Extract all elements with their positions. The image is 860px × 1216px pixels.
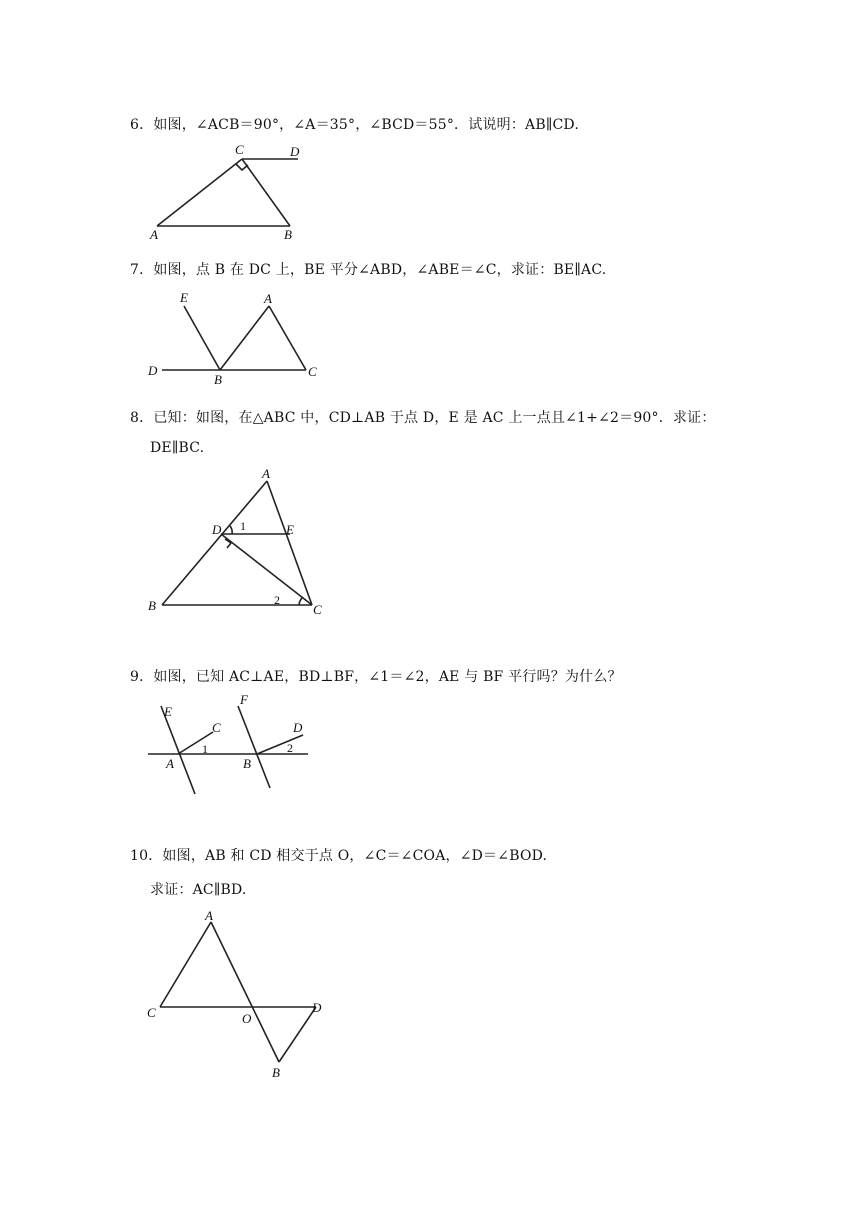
figure-q9	[140, 690, 320, 800]
question-number: 8．	[130, 410, 154, 426]
figure-q6	[140, 140, 320, 250]
label-angle-2: 2	[274, 593, 280, 607]
question-number: 6．	[130, 117, 154, 133]
label-angle-1: 1	[202, 742, 208, 756]
segment-bd	[279, 1007, 316, 1062]
question-text-continued: 求证：AC∥BD.	[150, 882, 247, 898]
label-c: C	[212, 720, 221, 735]
label-b: B	[148, 598, 156, 613]
question-number: 7．	[130, 262, 154, 278]
question-text: 如图，AB 和 CD 相交于点 O，∠C＝∠COA，∠D＝∠BOD.	[162, 848, 548, 864]
figure-q8	[140, 462, 340, 622]
label-d: D	[312, 1000, 322, 1015]
segment-ac	[269, 306, 306, 370]
label-f: F	[240, 692, 248, 707]
label-b: B	[284, 227, 292, 242]
question-number: 9．	[130, 669, 154, 685]
question-number: 10．	[130, 848, 163, 864]
segment-ba	[220, 306, 269, 370]
ray-bd	[257, 735, 303, 754]
segment-be	[184, 306, 220, 370]
question-text: 如图，点 B 在 DC 上，BE 平分∠ABD，∠ABE＝∠C，求证：BE∥AC.	[153, 262, 607, 278]
label-e: E	[180, 290, 188, 305]
label-a: A	[150, 227, 158, 242]
angle-1-arc	[230, 526, 232, 534]
label-c: C	[313, 602, 322, 617]
question-text-continued: DE∥BC.	[150, 440, 205, 456]
question-8-line-1	[130, 407, 716, 427]
label-d: D	[293, 720, 303, 735]
label-angle-1: 1	[240, 519, 246, 533]
label-c: C	[308, 364, 317, 379]
label-b: B	[243, 756, 251, 771]
question-9	[130, 666, 622, 686]
label-d: D	[148, 363, 158, 378]
segment-ab	[211, 922, 279, 1062]
question-text: 如图，已知 AC⊥AE，BD⊥BF，∠1＝∠2，AE 与 BF 平行吗？为什么？	[153, 669, 622, 685]
label-b: B	[214, 372, 222, 387]
question-text: 已知：如图，在△ABC 中，CD⊥AB 于点 D，E 是 AC 上一点且∠1+∠2＝90°．求证：	[153, 410, 716, 426]
label-d: D	[212, 522, 222, 537]
label-e: E	[286, 522, 294, 537]
label-a: A	[166, 756, 174, 771]
label-o: O	[242, 1011, 252, 1026]
line-bf	[238, 706, 270, 788]
figure-q7	[140, 288, 340, 388]
segment-ac	[267, 481, 312, 605]
label-a: A	[205, 908, 213, 923]
label-angle-2: 2	[287, 741, 293, 755]
question-6	[130, 114, 579, 134]
segment-ac	[157, 159, 242, 226]
line-ae	[161, 706, 195, 794]
segment-ba	[162, 481, 267, 605]
segment-bc	[242, 159, 290, 226]
question-10-line-2	[150, 879, 247, 899]
figure-q10	[140, 904, 340, 1084]
segment-ca	[160, 922, 211, 1007]
label-e: E	[164, 704, 172, 719]
label-c: C	[235, 142, 244, 157]
question-8-line-2	[150, 440, 204, 456]
label-d: D	[290, 144, 300, 159]
label-b: B	[272, 1065, 280, 1080]
label-a: A	[264, 291, 272, 306]
label-c: C	[147, 1005, 156, 1020]
angle-2-arc	[299, 597, 303, 605]
question-10-line-1	[130, 845, 547, 865]
question-7	[130, 259, 606, 279]
label-a: A	[262, 466, 270, 481]
question-text: 如图，∠ACB＝90°，∠A＝35°，∠BCD＝55°．试说明：AB∥CD.	[153, 117, 580, 133]
